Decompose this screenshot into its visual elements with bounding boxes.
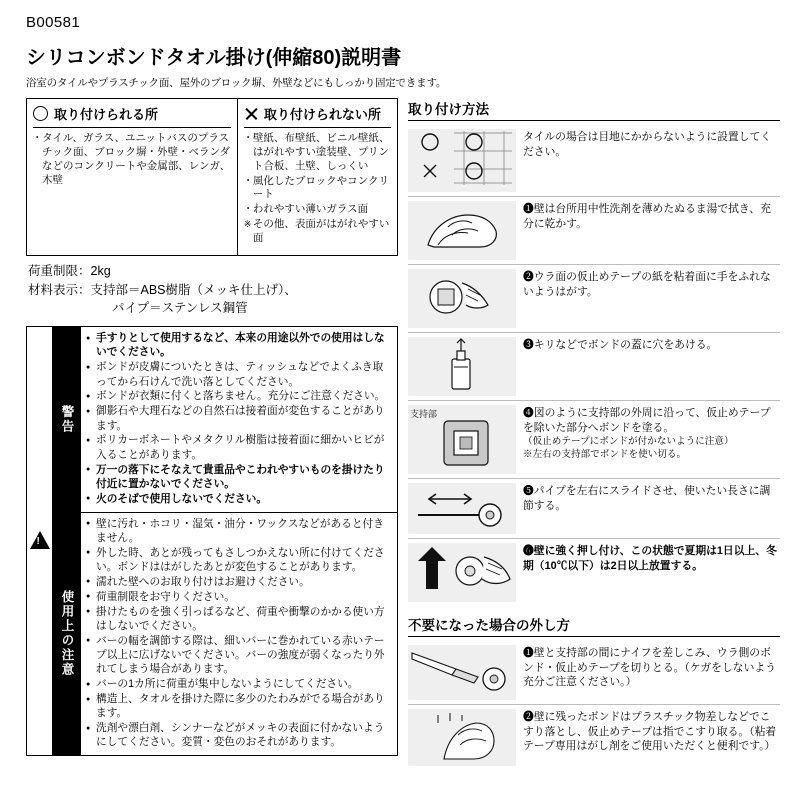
step-note-1: （仮止めテープにボンドが付かないように注意） — [523, 436, 734, 448]
warning-section-caution — [53, 327, 397, 511]
step-note-2: ※左右の支持部でボンドを使い切る。 — [523, 449, 687, 461]
list-item-note: ※ その他、表面がはがれやすい面 — [244, 218, 391, 246]
install-step — [408, 479, 780, 539]
warnings-box — [26, 326, 398, 756]
list-item: ● 荷重制限をお守りください。 — [86, 590, 391, 604]
tile-grout-diagram-figure — [408, 129, 516, 192]
list-item: ・ われやすい薄いガラス面 — [244, 203, 391, 217]
list-item — [86, 492, 391, 506]
wiping-wall-figure — [408, 201, 516, 260]
list-item: ● 外した時、あとが残ってもさしつかえない所に付けてください。ボンドははがしたあとが変色することがあります。 — [86, 546, 391, 575]
list-item: ● 壁に汚れ・ホコリ・湿気・油分・ワックスなどがあると付きません。 — [86, 517, 391, 546]
step-text — [523, 405, 780, 461]
svg-text:支持部: 支持部 — [410, 409, 438, 419]
warning-section-usage — [53, 512, 397, 756]
awl-piercing-figure — [408, 337, 516, 396]
step-main-text: ❹図のように支持部の外周に沿って、仮止めテープを除いた部分へボンドを塗る。 — [523, 407, 771, 434]
load-limit: 荷重制限：2kg — [28, 263, 111, 278]
page-subtitle: 浴室のタイルやプラスチック面、屋外のブロック塀、外壁などにもしっかり固定できます。 — [26, 77, 447, 89]
step-text — [523, 543, 780, 573]
install-step — [408, 265, 780, 333]
list-item — [86, 331, 391, 360]
install-section-title: 取り付け方法 — [408, 98, 780, 121]
list-item: ● 洗剤や漂白剤、シンナーなどがメッキの表面に付かないようにしてください。変質・変色のおそれがあります。 — [86, 721, 391, 750]
left-column — [26, 98, 398, 756]
list-item: ● 御影石や大理石などの自然石は接着面が変色することがあります。 — [86, 404, 391, 433]
step-text: タイルの場合は目地にかからないように設置してください。 — [523, 131, 772, 158]
step-text: ❺パイプを左右にスライドさせ、使いたい長さに調節する。 — [523, 485, 771, 512]
wiping-wall-with-cloth-icon — [408, 201, 516, 255]
incompatible-surfaces-header — [244, 104, 391, 128]
list-item: ・ 壁紙、布壁紙、ビニル壁紙、はがれやすい塗装壁、プリント合板、土壁、しっくい — [244, 132, 391, 174]
warning-emphasis: 火のそばで使用しないでください。 — [96, 492, 268, 505]
warning-emphasis: 手すりとして使用するなど、本来の用途以外での使用はしないでください。 — [96, 332, 385, 359]
install-step — [408, 539, 780, 606]
list-item: ● ボンドが皮膚についたときは、ティッシュなどでよくふき取ってから石けんで洗い落としてください。 — [86, 360, 391, 389]
list-item: ● 構造上、タオルを掛けた際に多少のたわみがでる場合があります。 — [86, 692, 391, 721]
incompatible-surfaces-list — [244, 132, 391, 246]
compatible-surfaces-title: 取り付けられる所 — [54, 107, 159, 122]
compatible-surfaces-list — [33, 132, 231, 187]
incompatible-surfaces-title: 取り付けられない所 — [263, 107, 381, 122]
scrape-residue-figure — [408, 709, 516, 766]
removal-step — [408, 705, 780, 770]
knife-cutting-bond-icon — [408, 645, 516, 695]
list-item: ● 掛けたものを強く引っぱるなど、荷重や衝撃のかかる使い方はしないでください。 — [86, 605, 391, 634]
list-item: ● バーの1カ所に荷重が集中しないようにしてください。 — [86, 677, 391, 691]
surface-compatibility-table — [26, 98, 398, 256]
removal-step — [408, 641, 780, 705]
awl-piercing-bond-cap-icon — [408, 337, 516, 391]
bond-application-figure — [408, 405, 516, 474]
removal-section-title: 不要になった場合の外し方 — [408, 614, 780, 637]
list-item: ● バーの幅を調節する際は、細いバーに巻かれている赤いテープ以上に広げないでください。バーの強度が弱くなったり外れてしまう場合があります。 — [86, 634, 391, 677]
circle-icon — [33, 106, 48, 121]
page-title: シリコンボンドタオル掛け(伸縮80)説明書 — [26, 47, 402, 69]
slide-pipe-arrows-icon — [408, 483, 516, 529]
applying-bond-to-base-icon — [408, 405, 516, 469]
warning-emphasis: 万一の落下にそなえて貴重品やこわれやすいものを掛けたり付近に置かないでください。 — [96, 463, 385, 490]
peel-backing-figure — [408, 269, 516, 328]
specifications — [28, 262, 398, 318]
warning-icon-column — [27, 327, 53, 755]
product-code: B00581 — [26, 14, 81, 31]
compatible-surfaces-cell — [27, 99, 238, 255]
knife-cut-figure — [408, 645, 516, 700]
warning-items — [81, 327, 397, 511]
peel-backing-paper-icon — [408, 269, 516, 323]
step-text: ❷壁に残ったボンドはプラスチック物差しなどでこすり落とし、仮止めテープは指でこすり取る。（粘着テープ専用はがし剤をご使用いただくと便利です。） — [523, 711, 777, 753]
x-mark-icon — [244, 107, 258, 121]
list-item: ● 濡れた壁へのお取り付けはお避けください。 — [86, 575, 391, 589]
install-steps — [408, 125, 780, 606]
removal-steps — [408, 641, 780, 770]
list-item — [86, 463, 391, 492]
install-step — [408, 333, 780, 401]
list-item: ● ポリカーボネートやメタクリル樹脂は接着面に細かいヒビが入ることがあります。 — [86, 433, 391, 462]
step-emphasis: ❻壁に強く押し付け、この状態で夏期は1日以上、冬期（10℃以下）は2日以上放置する。 — [523, 545, 777, 572]
install-step — [408, 125, 780, 197]
list-item: ● ボンドが衣類に付くと落ちません。充分にご注意ください。 — [86, 389, 391, 403]
list-item: ・ 風化したブロックやコンクリート — [244, 175, 391, 203]
incompatible-surfaces-cell — [238, 99, 397, 255]
step-text: ❸キリなどでボンドの蓋に穴をあける。 — [523, 339, 718, 351]
install-step — [408, 197, 780, 265]
scraping-bond-residue-icon — [408, 709, 516, 761]
compatible-surfaces-header — [33, 104, 231, 128]
press-to-wall-figure — [408, 543, 516, 602]
install-step — [408, 401, 780, 479]
warning-items — [81, 513, 397, 756]
slide-pipe-figure — [408, 483, 516, 534]
warning-label: 警告 — [53, 327, 81, 511]
warning-triangle-icon: ! — [30, 531, 50, 549]
step-text: ❶壁と支持部の間にナイフを差しこみ、ウラ側のボンド・仮止めテープを切りとる。（ケガをしないよう充分ご注意ください。） — [523, 647, 776, 689]
list-item: ・ タイル、ガラス、ユニットバスのプラスチック面、ブロック塀・外壁・ベランダなどのコンクリートや金属部、レンガ、木壁 — [33, 132, 231, 187]
warning-label: 使用上の注意 — [53, 513, 81, 756]
step-text: ❶壁は台所用中性洗剤を薄めたぬるま湯で拭き、充分に乾かす。 — [523, 203, 771, 230]
material-line-1: 材料表示：支持部＝ABS樹脂（メッキ仕上げ）、 — [28, 282, 297, 297]
material-line-2: パイプ＝ステンレス鋼管 — [112, 301, 248, 316]
step-text: ❷ウラ面の仮止めテープの紙を粘着面に手をふれないようはがす。 — [523, 271, 771, 298]
right-column — [408, 98, 780, 770]
press-to-wall-hand-icon — [408, 543, 516, 597]
tile-grout-diagram-icon — [408, 129, 516, 187]
